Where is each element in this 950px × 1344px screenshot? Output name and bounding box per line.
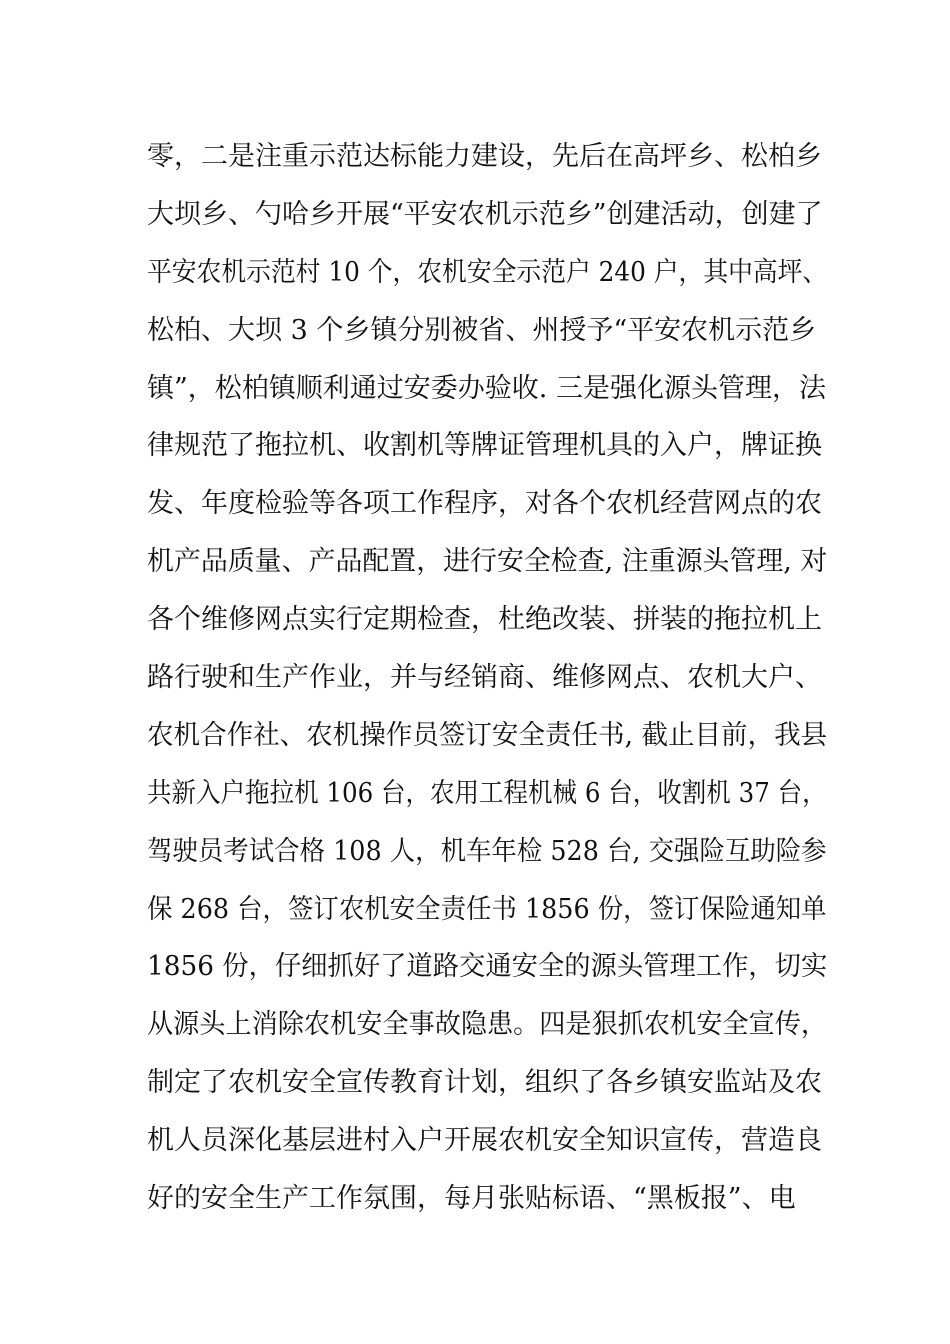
text-line: 平安农机示范村 10 个，农机安全示范户 240 户，其中高坪、 bbox=[147, 256, 828, 288]
body-paragraph bbox=[147, 128, 827, 1228]
text-line: 大坝乡、勺哈乡开展“平安农机示范乡”创建活动，创建了 bbox=[147, 198, 823, 230]
text-line: 机产品质量、产品配置，进行安全检查, 注重源头管理, 对 bbox=[147, 546, 828, 578]
text-line: 农机合作社、农机操作员签订安全责任书, 截止目前，我县 bbox=[147, 719, 828, 751]
text-line: 镇”，松柏镇顺利通过安委办验收. 三是强化源头管理，法 bbox=[147, 372, 826, 404]
text-line: 零，二是注重示范达标能力建设，先后在高坪乡、松柏乡 bbox=[147, 141, 822, 172]
text-line: 制定了农机安全宣传教育计划，组织了各乡镇安监站及农 bbox=[147, 1067, 822, 1099]
text-line: 驾驶员考试合格 108 人，机车年检 528 台, 交强险互助险参 bbox=[147, 835, 827, 867]
text-line: 1856 份，仔细抓好了道路交通安全的源头管理工作，切实 bbox=[147, 951, 828, 983]
text-line: 路行驶和生产作业，并与经销商、维修网点、农机大户、 bbox=[147, 662, 822, 694]
text-line: 律规范了拖拉机、收割机等牌证管理机具的入户，牌证换 bbox=[147, 430, 822, 462]
text-line: 机人员深化基层进村入户开展农机安全知识宣传，营造良 bbox=[147, 1125, 822, 1157]
text-line: 发、年度检验等各项工作程序，对各个农机经营网点的农 bbox=[147, 488, 822, 520]
text-line: 共新入户拖拉机 106 台，农用工程机械 6 台，收割机 37 台， bbox=[147, 777, 827, 809]
text-line: 各个维修网点实行定期检查，杜绝改装、拼装的拖拉机上 bbox=[147, 604, 822, 636]
text-line: 从源头上消除农机安全事故隐患。四是狠抓农机安全宣传， bbox=[147, 1009, 827, 1041]
text-line: 保 268 台，签订农机安全责任书 1856 份，签订保险通知单 bbox=[147, 893, 827, 925]
text-line: 松柏、大坝 3 个乡镇分别被省、州授予“平安农机示范乡 bbox=[147, 314, 817, 346]
text-line: 好的安全生产工作氛围，每月张贴标语、“黑板报”、电 bbox=[147, 1183, 796, 1215]
